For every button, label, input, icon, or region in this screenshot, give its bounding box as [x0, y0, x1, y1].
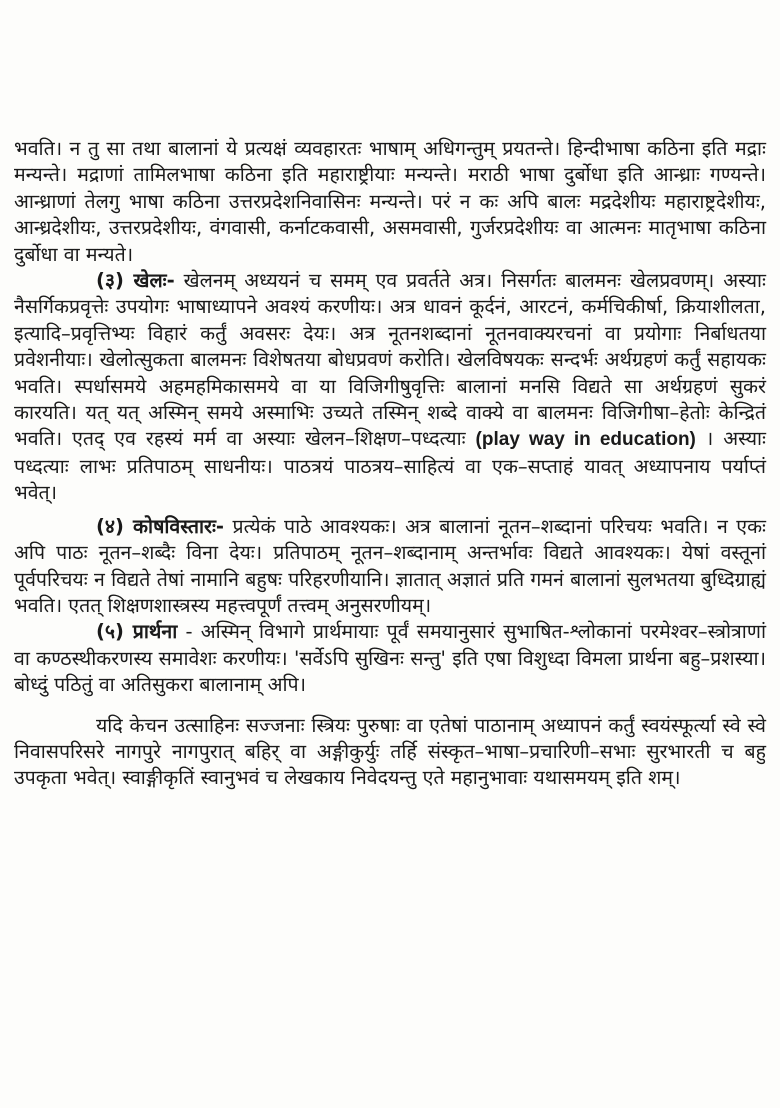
english-phrase: (play way in education): [475, 429, 696, 451]
paragraph-prarthana: [14, 619, 766, 698]
paragraph-closing: [14, 713, 766, 792]
paragraph-text: खेलनम् अध्ययनं च समम् एव प्रवर्तते अत्र। निसर्गतः बालमनः खेलप्रवणम्। अस्याः नैसर्गिकप्रवृत्तेः उपयोगः भाषाध्यापने अवश्यं करणीयः। अत्र धावनं कूर्दनं, आरटनं, कर्मचिकीर्षा, क्रियाशीलता, इत्यादि–प्रवृत्तिभ्यः विहारं कर्तुं अवसरः देयः। अत्र नूतनशब्दानां नूतनवाक्यरचनां वा प्रयोगाः निर्बाधतया प्रवेशनीयाः। खेलोत्सुकता बालमनः विशेषतया बोधप्रवणं करोति। खेलविषयकः सन्दर्भः अर्थग्रहणं कर्तुं सहायकः भवति। स्पर्धासमये अहमहमिकासमये वा या विजिगीषुवृत्तिः बालानां मनसि विद्यते सा अर्थग्रहणं सुकरं कारयति। यत् यत् अस्मिन् समये अस्माभिः उच्यते तस्मिन् शब्दे वाक्ये वा बालमनः विजिगीषा–हेतोः केन्द्रितं भवति। एतद् एव रहस्यं मर्म वा अस्याः खेलन–शिक्षण–पध्दत्याः: [14, 269, 766, 451]
paragraph-khela: [14, 268, 766, 507]
paragraph-koshavistara: [14, 514, 766, 620]
section-heading-prarthana: (५) प्रार्थना: [96, 620, 178, 644]
section-heading-khela: (३) खेलः-: [96, 269, 175, 293]
paragraph-text: प्रत्येकं पाठे आवश्यकः। अत्र बालानां नूतन–शब्दानां परिचयः भवति। न एकः अपि पाठः नूतन–शब्दैः विना देयः। प्रतिपाठम् नूतन–शब्दानाम् अन्तर्भावः विद्यते आवश्यकः। येषां वस्तूनां पूर्वपरिचयः न विद्यते तेषां नामानि बहुषः परिहरणीयानि। ज्ञातात् अज्ञातं प्रति गमनं बालानां सुलभतया बुध्दिग्राह्यं भवति। एतत् शिक्षणशास्त्रस्य महत्त्वपूर्णं तत्त्वम् अनुसरणीयम्।: [14, 514, 767, 617]
paragraph-text: यदि केचन उत्साहिनः सज्जनाः स्त्रियः पुरुषाः वा एतेषां पाठानाम् अध्यापनं कर्तुं स्वयंस्फूर्त्या स्वे स्वे निवासपरिसरे नागपुरे नागपुरात् बहिर् वा अङ्गीकुर्युः तर्हि संस्कृत–भाषा–प्रचारिणी–सभाः सुरभारती च बहु उपकृता भवेत्। स्वाङ्गीकृतिं स्वानुभवं च लेखकाय निवेदयन्तु एते महानुभावाः यथासमयम् इति शम्।: [14, 713, 766, 790]
document-body: [14, 136, 766, 792]
paragraph-text: - अस्मिन् विभागे प्रार्थमायाः पूर्वं समयानुसारं सुभाषित-श्लोकानां परमेश्वर–स्त्रोत्राणां वा कण्ठस्थीकरणस्य समावेशः करणीयः। 'सर्वेऽपि सुखिनः सन्तु' इति एषा विशुध्दा विमला प्रार्थना बहु–प्रशस्या। बोध्दुं पठितुं वा अतिसुकरा बालानाम् अपि।: [14, 620, 767, 697]
paragraph-text: । अस्याः पध्दत्याः लाभः प्रतिपाठम् साधनीयः। पाठत्रयं पाठत्रय–साहित्यं वा एक–सप्ताहं यावत् अध्यापनाय पर्याप्तं भवेत्।: [14, 427, 766, 505]
paragraph-language-difficulty: [14, 136, 766, 268]
paragraph-text: भवति। न तु सा तथा बालानां ये प्रत्यक्षं व्यवहारतः भाषाम् अधिगन्तुम् प्रयतन्ते। हिन्दीभाषा कठिना इति मद्राः मन्यन्ते। मद्राणां तामिलभाषा कठिना इति महाराष्ट्रीयाः मन्यन्ते। मराठी भाषा दुर्बोधा इति आन्ध्राः गण्यन्ते। आन्ध्राणां तेलगु भाषा कठिना उत्तरप्रदेशनिवासिनः मन्यन्ते। परं न कः अपि बालः मद्रदेशीयः महाराष्ट्रदेशीयः, आन्ध्रदेशीयः, उत्तरप्रदेशीयः, वंगवासी, कर्नाटकवासी, असमवासी, गुर्जरप्रदेशीयः वा आत्मनः मातृभाषा कठिना दुर्बोधा वा मन्यते।: [14, 137, 766, 266]
section-heading-koshavistara: (४) कोषविस्तारः-: [96, 514, 224, 538]
